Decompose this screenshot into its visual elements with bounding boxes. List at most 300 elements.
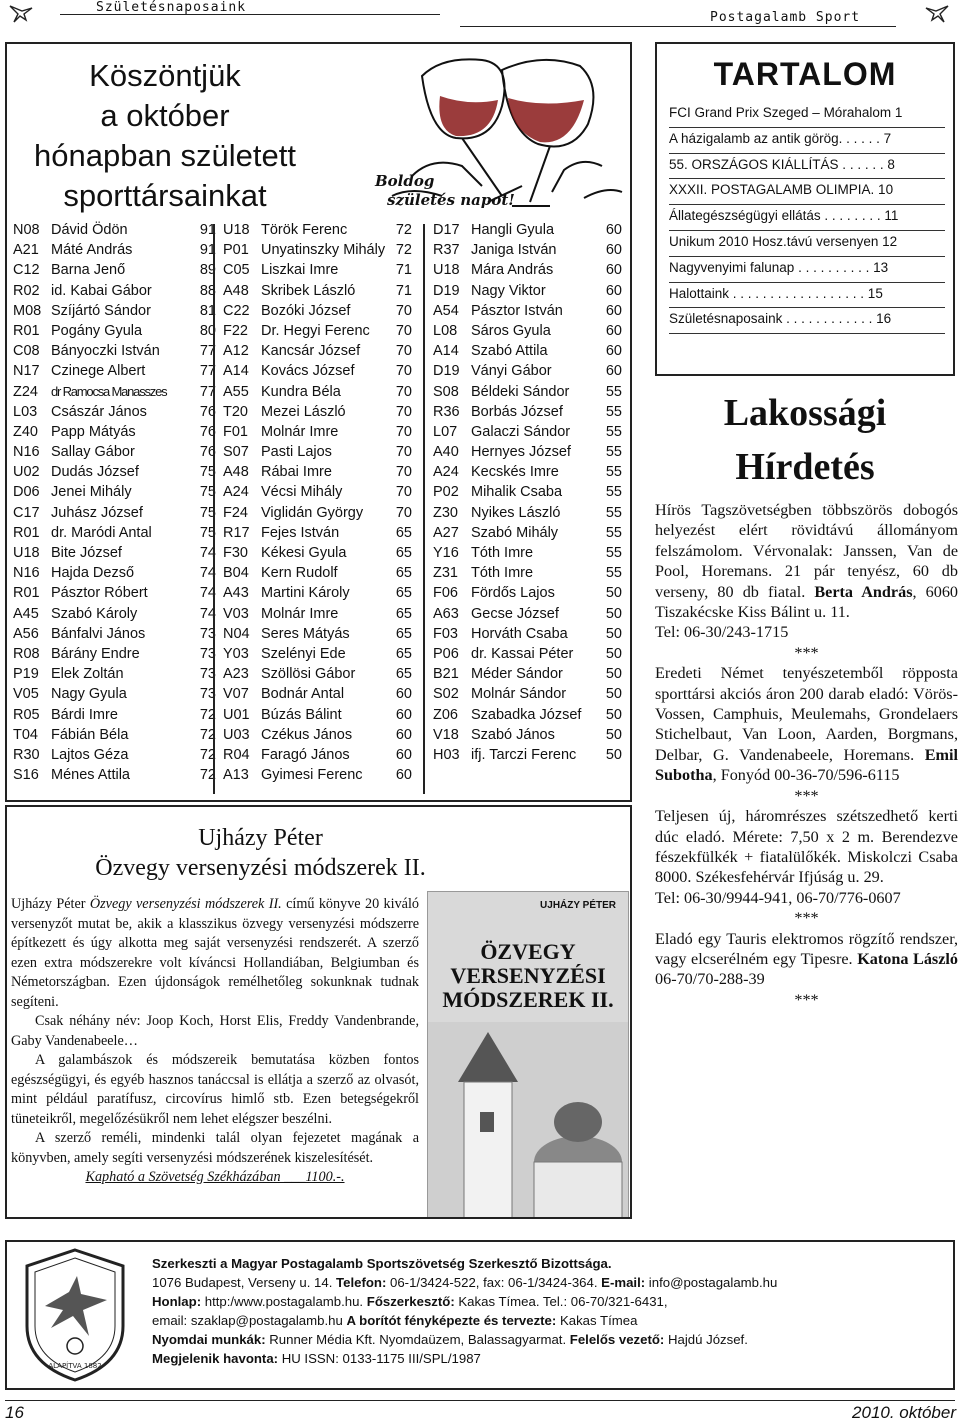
member-name: ifj. Tarczi Ferenc (471, 746, 577, 763)
member-name: Kancsár József (261, 343, 361, 360)
member-name: Dávid Ödön (51, 222, 128, 238)
member-code: R01 (13, 322, 40, 339)
member-code: A14 (433, 343, 459, 360)
member-age: 60 (605, 322, 622, 339)
member-code: T20 (223, 403, 248, 420)
member-age: 74 (199, 565, 216, 582)
member-code: R04 (223, 746, 250, 763)
birthday-row (13, 765, 216, 785)
header-rule-right (460, 26, 896, 27)
member-age: 74 (199, 605, 216, 622)
member-age: 73 (199, 645, 216, 662)
birthday-column-2 (223, 220, 412, 785)
birthday-column-1 (13, 220, 216, 785)
birthday-row (433, 543, 622, 563)
member-code: U01 (223, 706, 250, 723)
birthday-row (433, 321, 622, 341)
birthday-row (433, 684, 622, 704)
member-code: P02 (433, 484, 459, 501)
member-code: H03 (433, 746, 460, 763)
ad-item: Eladó egy Tauris elektromos rögzítő rendszer, vagy elcserélném egy Tipesre. Katona László 06-70/70-288-39 (655, 929, 959, 989)
member-name: Gecse József (471, 605, 559, 622)
birthday-row (433, 462, 622, 482)
imprint-box (5, 1240, 955, 1390)
member-age: 76 (199, 444, 216, 461)
member-name: Szabadka József (471, 706, 582, 723)
birthday-row (13, 382, 216, 402)
member-code: L03 (13, 403, 38, 420)
member-age: 80 (199, 322, 216, 339)
toc-item[interactable]: A házigalamb az antik görög. . . . . . 7 (669, 128, 945, 154)
birthday-row (223, 462, 412, 482)
member-age: 55 (605, 383, 622, 400)
birthday-row (13, 624, 216, 644)
member-age: 70 (395, 423, 412, 440)
member-age: 88 (199, 282, 216, 299)
birthday-row (433, 260, 622, 280)
member-name: Lajtos Géza (51, 746, 129, 763)
birthday-row (433, 240, 622, 260)
member-code: U18 (223, 222, 250, 238)
member-age: 70 (395, 322, 412, 339)
member-code: F30 (223, 545, 248, 561)
member-age: 55 (605, 464, 622, 481)
member-age: 60 (395, 706, 412, 723)
birthday-row (223, 745, 412, 765)
member-age: 50 (605, 666, 622, 683)
member-age: 70 (395, 484, 412, 501)
footer-rule (5, 1400, 955, 1401)
ad-separator: *** (794, 990, 819, 1009)
member-age: 72 (199, 726, 216, 743)
member-name: Gyimesi Ferenc (261, 767, 363, 784)
member-name: Sáros Gyula (471, 322, 551, 339)
member-code: V03 (223, 605, 249, 622)
member-code: Z24 (13, 383, 38, 400)
member-name: Liszkai Imre (261, 262, 339, 279)
member-code: A54 (433, 302, 459, 319)
member-age: 74 (199, 585, 216, 602)
member-name: Mihalik Csaba (471, 484, 563, 501)
member-name: dr Ramocsa Manasszes (51, 383, 167, 399)
birthday-row (433, 583, 622, 603)
birthday-row (223, 765, 412, 785)
member-code: A13 (223, 767, 249, 784)
member-name: Szelényi Ede (261, 645, 346, 662)
member-age: 72 (395, 242, 412, 259)
member-code: U18 (433, 262, 460, 279)
member-age: 70 (395, 444, 412, 461)
member-name: Kékesi Gyula (261, 545, 347, 561)
federation-logo (15, 1246, 135, 1384)
member-age: 55 (605, 403, 622, 420)
member-age: 73 (199, 625, 216, 642)
birthday-row (433, 745, 622, 765)
member-name: Bite József (51, 545, 122, 561)
birthday-row (13, 341, 216, 361)
member-code: R17 (223, 524, 250, 541)
member-code: S02 (433, 686, 459, 703)
birthday-row (223, 321, 412, 341)
member-age: 75 (199, 504, 216, 521)
member-code: A48 (223, 282, 249, 299)
member-name: Viglidán György (261, 504, 364, 521)
member-code: C17 (13, 504, 40, 521)
ad-item: Teljesen új, háromrészes szétszedhető kerti dúc eladó. Mérete: 7,50 x 2 m. Berendezve fészekfülkék + fiatalülőkék. Miskolczi Csaba 8000. Székesfehérvár Ifjúság u. 29. (655, 807, 958, 887)
birthday-row (13, 644, 216, 664)
member-code: L08 (433, 322, 458, 339)
member-age: 70 (395, 383, 412, 400)
member-code: C12 (13, 262, 40, 279)
member-age: 50 (605, 605, 622, 622)
book-heading: Ujházy Péter Özvegy versenyzési módszerek II. (95, 825, 426, 881)
member-age: 60 (605, 343, 622, 360)
member-name: Szíjártó Sándor (51, 302, 151, 319)
member-name: Bárány Endre (51, 645, 140, 662)
toc-list (669, 102, 945, 334)
member-name: Nagy Viktor (471, 282, 546, 299)
member-age: 73 (199, 666, 216, 683)
member-name: Molnár Sándor (471, 686, 567, 703)
column-divider (423, 224, 425, 794)
column-divider (213, 224, 215, 794)
member-name: Kovács József (261, 363, 355, 380)
member-name: Seres Mátyás (261, 625, 350, 642)
member-age: 77 (199, 383, 216, 400)
member-name: Pásztor István (471, 302, 563, 319)
birthday-row (223, 301, 412, 321)
member-code: N16 (13, 565, 40, 582)
member-name: Máté András (51, 242, 133, 259)
birthday-row (223, 482, 412, 502)
member-code: U02 (13, 464, 40, 481)
birthday-row (13, 705, 216, 725)
birthday-row (223, 341, 412, 361)
member-code: A24 (433, 464, 459, 481)
member-age: 77 (199, 343, 216, 360)
member-name: Török Ferenc (261, 222, 348, 238)
member-age: 60 (605, 363, 622, 380)
member-name: Hangli Gyula (471, 222, 555, 238)
section-label: Születésnaposaink (96, 0, 247, 15)
member-name: Janiga István (471, 242, 557, 259)
member-code: N08 (13, 222, 40, 238)
birthday-row (433, 644, 622, 664)
toc-item[interactable]: Születésnaposaink . . . . . . . . . . . . 16 (669, 308, 945, 334)
birthday-row (13, 422, 216, 442)
birthday-row (13, 583, 216, 603)
member-age: 75 (199, 484, 216, 501)
birthday-row (223, 361, 412, 381)
member-code: S16 (13, 767, 39, 784)
birthday-row (223, 503, 412, 523)
toc-title: TARTALOM (713, 56, 897, 92)
member-age: 89 (199, 262, 216, 279)
birthday-row (13, 442, 216, 462)
member-name: Fejes István (261, 524, 340, 541)
member-code: V07 (223, 686, 249, 703)
member-code: F06 (433, 585, 458, 602)
birthday-row (223, 281, 412, 301)
member-name: Jenei Mihály (51, 484, 132, 501)
member-age: 60 (395, 726, 412, 743)
member-code: R37 (433, 242, 460, 259)
birthday-row (223, 583, 412, 603)
member-age: 74 (199, 545, 216, 561)
member-name: Tóth Imre (471, 545, 534, 561)
toc-item[interactable]: XXXII. POSTAGALAMB OLIMPIA. 10 (669, 179, 945, 205)
member-code: A24 (223, 484, 249, 501)
ad-separator: *** (794, 643, 819, 662)
magazine-label: Postagalamb Sport (710, 10, 861, 25)
member-age: 77 (199, 363, 216, 380)
member-code: F24 (223, 504, 248, 521)
member-code: A12 (223, 343, 249, 360)
birthday-row (223, 260, 412, 280)
member-name: Dudás József (51, 464, 139, 481)
member-name: Mára András (471, 262, 554, 279)
birthday-row (13, 745, 216, 765)
birthday-row (433, 382, 622, 402)
member-code: N16 (13, 444, 40, 461)
member-code: A21 (13, 242, 39, 259)
member-name: Czékus János (261, 726, 353, 743)
member-name: Dr. Hegyi Ferenc (261, 322, 370, 339)
member-name: Czinege Albert (51, 363, 146, 380)
member-code: C08 (13, 343, 40, 360)
birthday-row (433, 281, 622, 301)
member-code: V18 (433, 726, 459, 743)
birthday-row (223, 523, 412, 543)
birthday-row (223, 604, 412, 624)
member-code: R05 (13, 706, 40, 723)
member-name: dr. Kassai Péter (471, 645, 574, 662)
birthday-row (223, 563, 412, 583)
member-age: 60 (395, 746, 412, 763)
castle-photo-illustration (428, 1022, 629, 1219)
member-name: Elek Zoltán (51, 666, 124, 683)
birthday-row (433, 442, 622, 462)
birthday-row (433, 604, 622, 624)
member-code: Z30 (433, 504, 458, 521)
member-code: R02 (13, 282, 40, 299)
member-age: 72 (199, 746, 216, 763)
member-code: A14 (223, 363, 249, 380)
member-code: A63 (433, 605, 459, 622)
member-age: 70 (395, 302, 412, 319)
imprint-text: Szerkeszti a Magyar Postagalamb Sportszövetség Szerkesztő Bizottsága. 1076 Budapest, Verseny u. 14. Telefon: 06-1/3424-522, fax: 06-1/3424-364. E-mail: info@postagalamb.hu Honlap: http:/www.postagalamb.hu. Főszerkesztő: Kakas Tímea. Tel.: 06-70/321-6431, email: szaklap@postagalamb.hu A borítót fényképezte és tervezte: Kakas Tímea Nyomdai munkák: Runner Média Kft. Nyomdaüzem, Balassagyarmat. Felelős vezető: Hajdú József. Megjelenik havonta: HU ISSN: 0133-1175 III/SPL/1987 (152, 1256, 778, 1366)
member-code: D19 (433, 363, 460, 380)
member-age: 71 (395, 262, 412, 279)
book-review-box (5, 805, 632, 1219)
member-code: A40 (433, 444, 459, 461)
member-name: Galaczi Sándor (471, 423, 571, 440)
member-name: Béldeki Sándor (471, 383, 570, 400)
birthday-row (13, 503, 216, 523)
member-name: Molnár Imre (261, 605, 339, 622)
member-name: Bozóki József (261, 302, 351, 319)
birthday-row (13, 563, 216, 583)
birthday-row (13, 664, 216, 684)
member-name: Szabó Attila (471, 343, 548, 360)
member-name: Búzás Bálint (261, 706, 342, 723)
svg-text:ALAPÍTVA 1882: ALAPÍTVA 1882 (48, 1362, 102, 1370)
birthday-row (433, 301, 622, 321)
member-code: B21 (433, 666, 459, 683)
birthday-row (223, 725, 412, 745)
birthday-row (223, 442, 412, 462)
member-age: 73 (199, 686, 216, 703)
birthday-row (13, 220, 216, 240)
member-code: V05 (13, 686, 39, 703)
member-code: Z31 (433, 565, 458, 582)
birthday-box (5, 42, 632, 802)
member-code: A27 (433, 524, 459, 541)
birthday-row (223, 684, 412, 704)
member-name: id. Kabai Gábor (51, 282, 152, 299)
member-name: Faragó János (261, 746, 350, 763)
birthday-row (433, 523, 622, 543)
member-name: Sallay Gábor (51, 444, 135, 461)
member-name: Unyatinszky Mihály (261, 242, 386, 259)
member-name: Bárdi Imre (51, 706, 118, 723)
member-code: F22 (223, 322, 248, 339)
page-number: 16 (5, 1403, 24, 1422)
birthday-row (13, 725, 216, 745)
birthday-row (433, 725, 622, 745)
birthday-row (433, 220, 622, 240)
issue-date: 2010. október (852, 1403, 956, 1422)
member-age: 91 (199, 242, 216, 259)
pigeon-icon (6, 2, 36, 26)
member-name: Skribek László (261, 282, 356, 299)
member-code: M08 (13, 302, 42, 319)
pigeon-icon (922, 2, 952, 26)
member-name: Kundra Béla (261, 383, 341, 400)
member-age: 65 (395, 565, 412, 582)
greeting-title: Köszöntjük a október hónapban született sporttársainkat (34, 58, 296, 213)
toc-item[interactable]: Állategészségügyi ellátás . . . . . . . . 11 (669, 205, 945, 231)
member-code: R01 (13, 585, 40, 602)
member-name: Martini Károly (261, 585, 350, 602)
birthday-row (223, 644, 412, 664)
member-age: 55 (605, 524, 622, 541)
book-availability: Kapható a Szövetség Székházában ___1100.-. (85, 1169, 345, 1185)
birthday-column-3 (433, 220, 622, 765)
member-age: 72 (199, 706, 216, 723)
birthday-row (223, 543, 412, 563)
member-name: Méder Sándor (471, 666, 563, 683)
member-code: S07 (223, 444, 249, 461)
member-code: Z40 (13, 423, 38, 440)
birthday-row (13, 240, 216, 260)
member-age: 65 (395, 666, 412, 683)
birthday-row (433, 482, 622, 502)
toast-text: Boldog születés napot! (375, 172, 515, 209)
member-code: F03 (433, 625, 458, 642)
member-age: 70 (395, 363, 412, 380)
birthday-row (223, 220, 412, 240)
birthday-row (13, 281, 216, 301)
member-age: 55 (605, 565, 622, 582)
member-code: T04 (13, 726, 38, 743)
member-code: Y16 (433, 545, 459, 561)
member-age: 70 (395, 464, 412, 481)
member-age: 60 (395, 686, 412, 703)
member-code: R36 (433, 403, 460, 420)
member-name: Hernyes József (471, 444, 571, 461)
member-age: 50 (605, 706, 622, 723)
table-of-contents (655, 42, 955, 376)
member-code: R01 (13, 524, 40, 541)
member-age: 65 (395, 545, 412, 561)
birthday-row (223, 382, 412, 402)
birthday-row (433, 402, 622, 422)
birthday-row (433, 563, 622, 583)
member-age: 76 (199, 423, 216, 440)
member-name: Császár János (51, 403, 147, 420)
member-name: Mezei László (261, 403, 346, 420)
member-age: 76 (199, 403, 216, 420)
member-age: 50 (605, 645, 622, 662)
member-code: L07 (433, 423, 458, 440)
member-code: C05 (223, 262, 250, 279)
member-name: Pogány Gyula (51, 322, 143, 339)
birthday-row (13, 462, 216, 482)
member-name: Szabó János (471, 726, 555, 743)
member-age: 70 (395, 343, 412, 360)
toc-item[interactable]: 55. ORSZÁGOS KIÁLLÍTÁS . . . . . . 8 (669, 154, 945, 180)
ad-phone: Tel: 06-30/243-1715 (655, 623, 789, 642)
birthday-row (13, 301, 216, 321)
birthday-row (433, 341, 622, 361)
member-age: 60 (395, 767, 412, 784)
member-age: 65 (395, 585, 412, 602)
toc-item[interactable]: Nagyvenyimi falunap . . . . . . . . . . 13 (669, 257, 945, 283)
birthday-row (13, 321, 216, 341)
birthday-row (223, 624, 412, 644)
member-name: dr. Maródi Antal (51, 524, 152, 541)
member-age: 65 (395, 645, 412, 662)
cover-title: ÖZVEGY VERSENYZÉSI MÓDSZEREK II. (442, 939, 614, 1012)
toc-item[interactable]: Unikum 2010 Hosz.távú versenyen 12 (669, 231, 945, 257)
book-paragraph: A szerző reméli, mindenki talál olyan fejezetet magának a könyvben, amely segíti versenyzési módszerének kiszelesítését. (11, 1130, 419, 1166)
birthday-row (223, 664, 412, 684)
birthday-row (13, 523, 216, 543)
member-code: P19 (13, 666, 39, 683)
birthday-row (13, 543, 216, 563)
member-name: Rábai Imre (261, 464, 332, 481)
member-name: Papp Mátyás (51, 423, 136, 440)
classified-ads (655, 500, 958, 1010)
member-name: Borbás József (471, 403, 563, 420)
member-age: 75 (199, 464, 216, 481)
book-paragraph: A galambászok és módszereik bemutatása közben fontos egészségügyi, és egyéb hasznos tanáccsal is ellátja a szerző az olvasót, mint például paratífusz, circovírus himlő stb. Ezen betegségekről tüneteikről, megelőzésükről nem lehet elégszer beszélni. (11, 1052, 419, 1127)
member-name: Vécsi Mihály (261, 484, 343, 501)
member-age: 50 (605, 726, 622, 743)
member-code: C22 (223, 302, 250, 319)
member-name: Bánfalvi János (51, 625, 146, 642)
birthday-row (13, 604, 216, 624)
member-name: Juhász József (51, 504, 143, 521)
ad-separator: *** (794, 786, 819, 805)
toc-item[interactable]: FCI Grand Prix Szeged – Mórahalom 1 (669, 102, 945, 128)
classified-title: Lakossági Hírdetés (723, 392, 887, 488)
birthday-row (13, 684, 216, 704)
member-age: 91 (199, 222, 216, 238)
toc-item[interactable]: Halottaink . . . . . . . . . . . . . . . . . . 15 (669, 283, 945, 309)
member-age: 60 (605, 302, 622, 319)
